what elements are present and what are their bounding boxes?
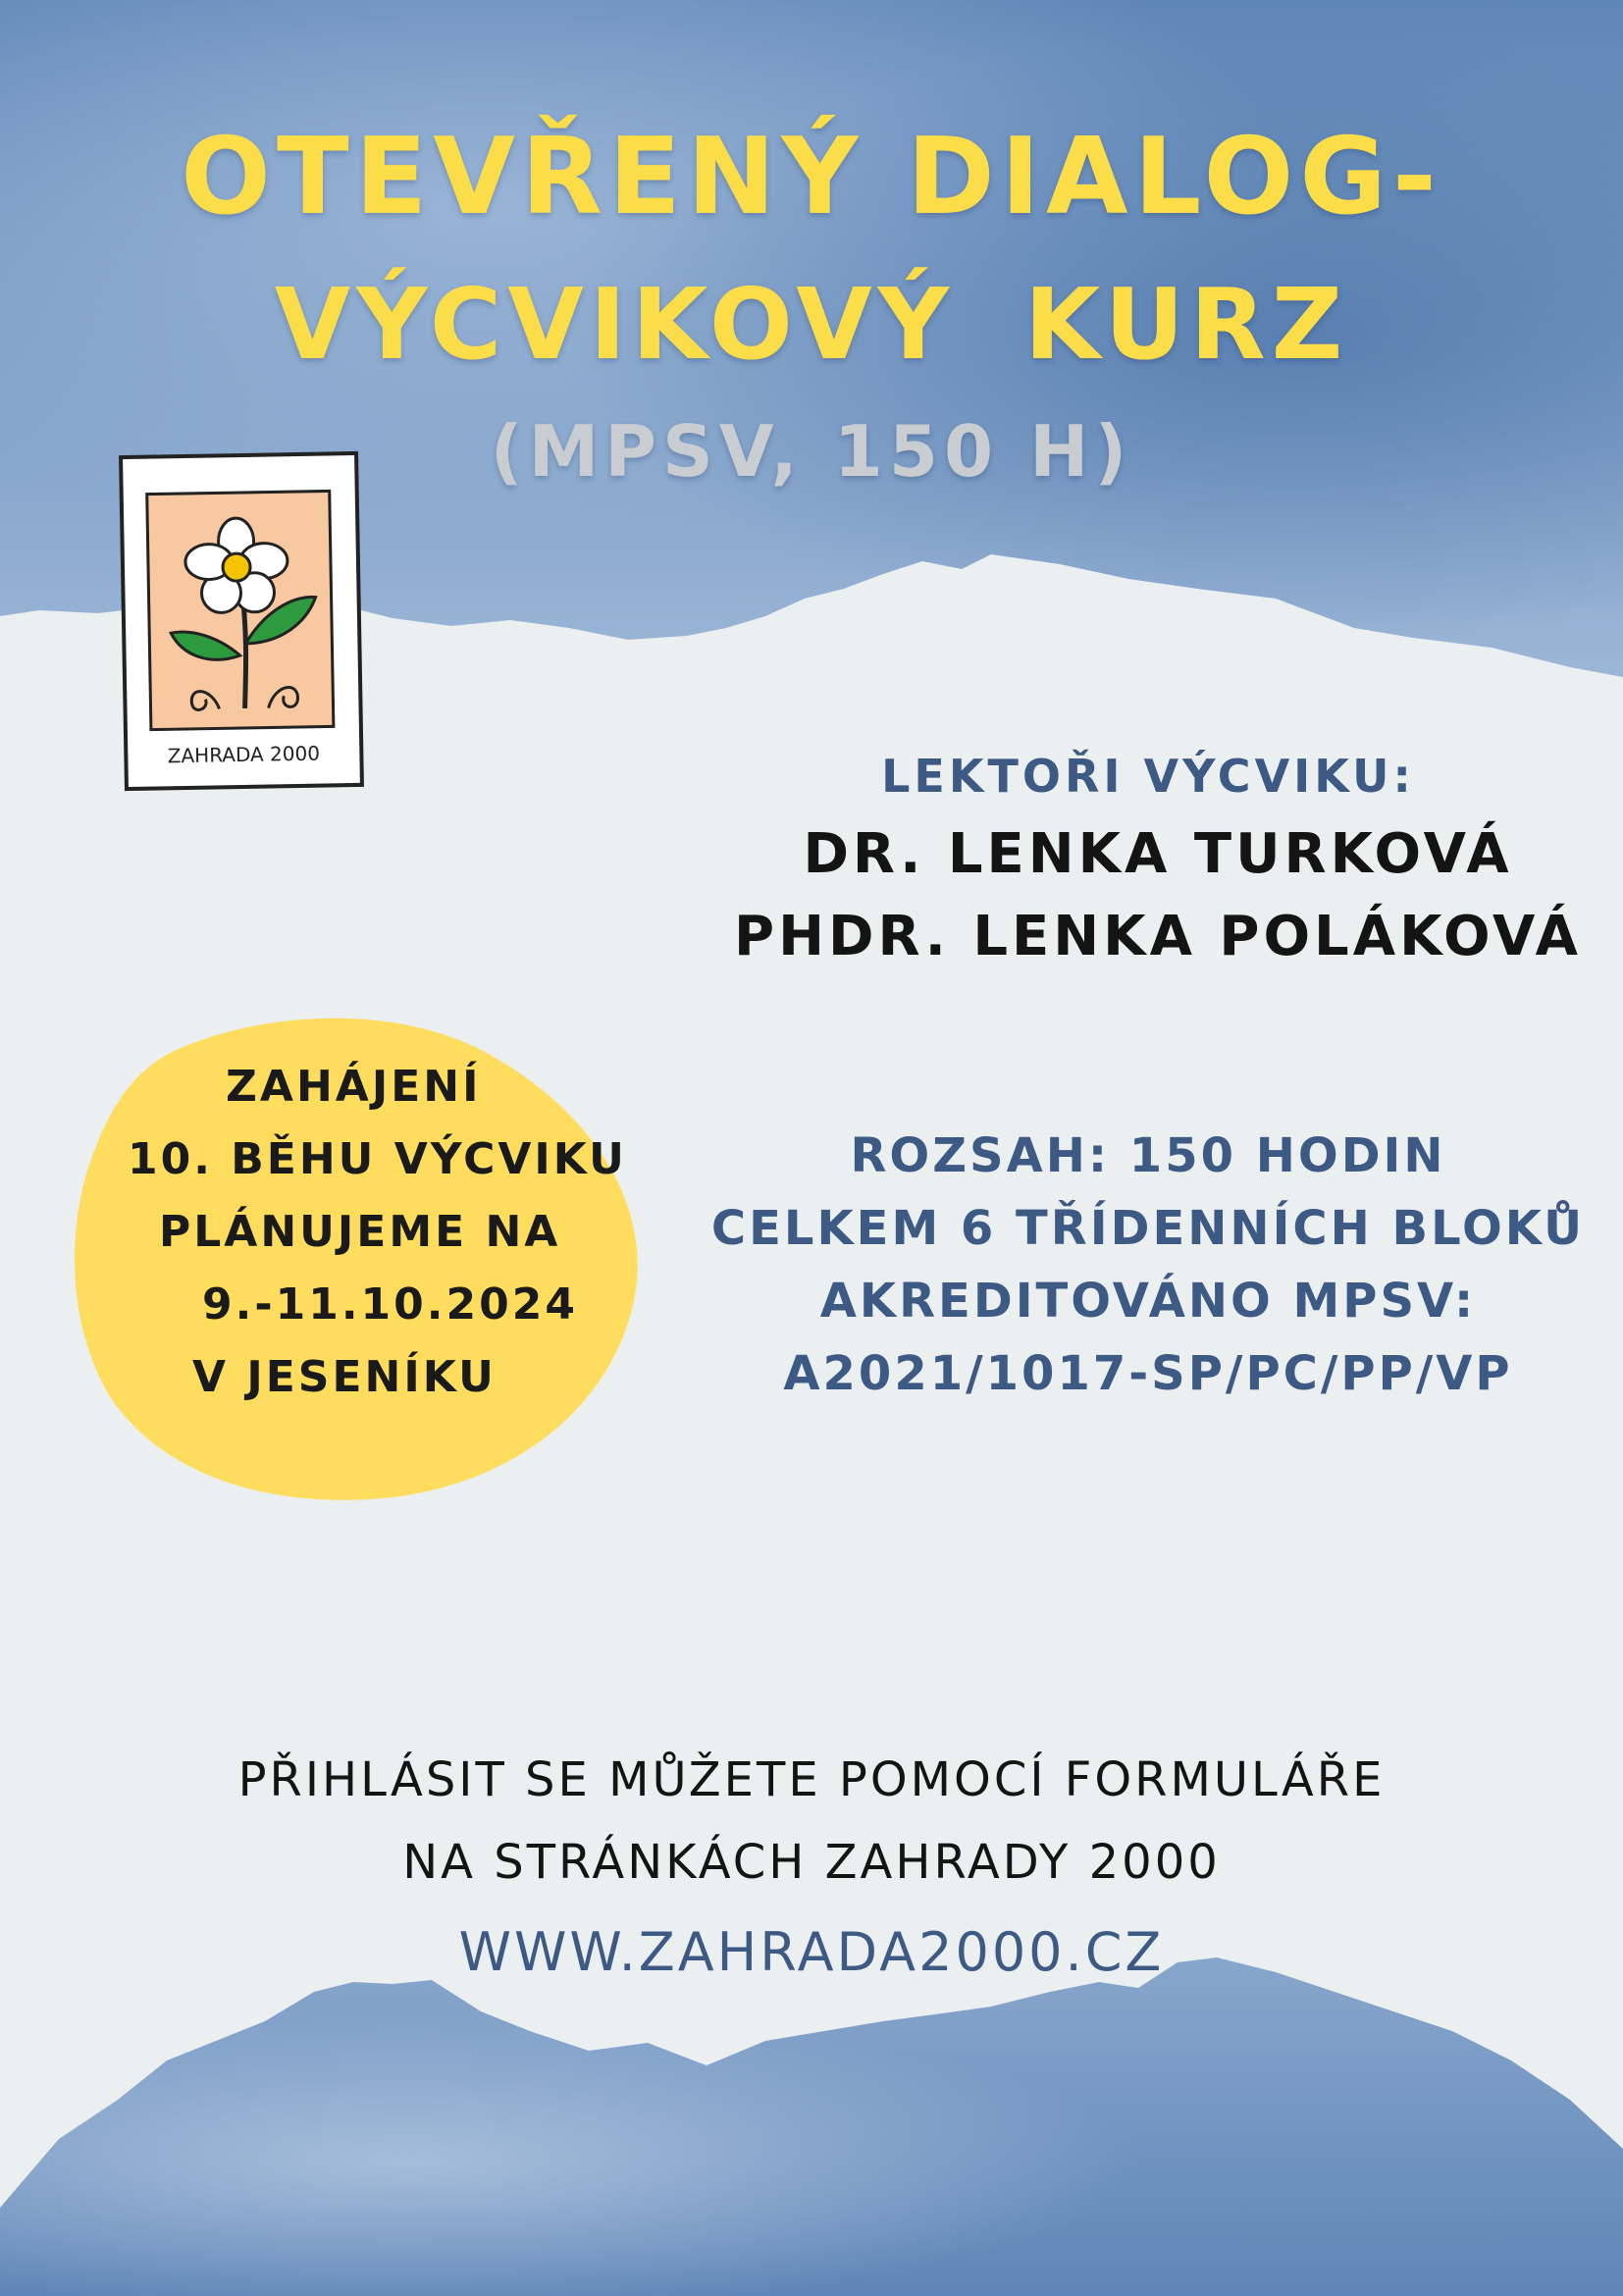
course-info-line: CELKEM 6 TŘÍDENNÍCH BLOKŮ [710,1201,1586,1256]
footer-line: PŘIHLÁSIT SE MŮŽETE POMOCÍ FORMULÁŘE [237,1752,1386,1807]
start-notice-line: PLÁNUJEME NA [159,1207,561,1257]
start-notice-line: 10. BĚHU VÝCVIKU [128,1134,627,1184]
course-info-line: AKREDITOVÁNO MPSV: [819,1274,1477,1329]
course-info-line: A2021/1017-SP/PC/PP/VP [783,1346,1513,1401]
start-notice-line: 9.-11.10.2024 [202,1279,578,1330]
start-notice-line: ZAHÁJENÍ [226,1062,482,1112]
zahrada-2000-logo [117,449,366,793]
title-line-3: (MPSV, 150 H) [490,410,1133,493]
website-link[interactable]: WWW.ZAHRADA2000.CZ [458,1921,1165,1983]
lector-name: DR. LENKA TURKOVÁ [803,822,1513,886]
lectors-heading: LEKTOŘI VÝCVIKU: [881,750,1415,803]
lector-name: PHDR. LENKA POLÁKOVÁ [734,905,1582,968]
watercolor-mountains-background [0,1953,1623,2296]
course-info-line: ROZSAH: 150 HODIN [850,1128,1446,1183]
logo-text: ZAHRADA 2000 [167,741,321,768]
start-notice-line: V JESENÍKU [192,1352,497,1402]
footer-line: NA STRÁNKÁCH ZAHRADY 2000 [402,1835,1221,1890]
title-line-2: VÝCVIKOVÝ KURZ [274,267,1349,382]
title-line-1: OTEVŘENÝ DIALOG- [181,116,1442,238]
